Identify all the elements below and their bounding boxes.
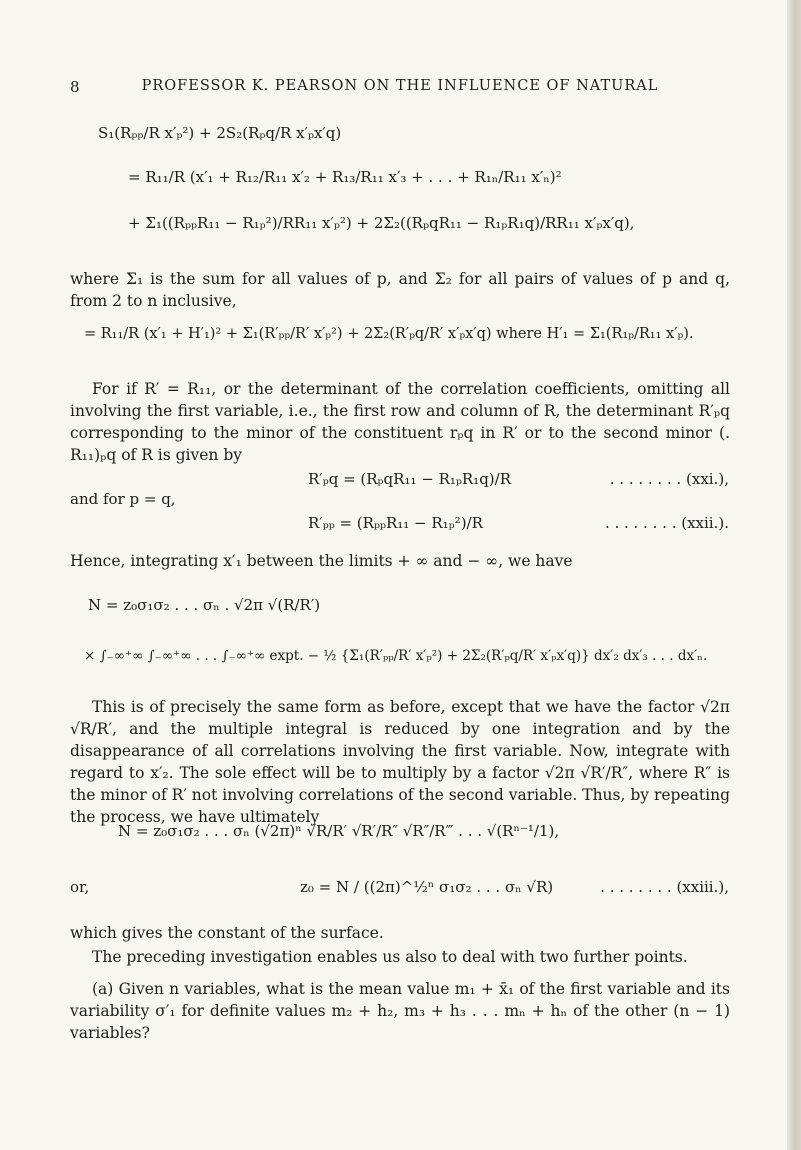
equation-number-xxii: . . . . . . . . (xxii.). xyxy=(604,514,729,532)
equation-d2: × ∫₋∞⁺∞ ∫₋∞⁺∞ . . . ∫₋∞⁺∞ expt. − ½ {Σ₁(R′ₚₚ/R′ x′ₚ²) + 2Σ₂(R′ₚq/R′ x′ₚx′q)} dx′₂ dx′₃ . . . dx′ₙ. xyxy=(84,648,708,664)
equation-a3: + Σ₁((RₚₚR₁₁ − R₁ₚ²)/RR₁₁ x′ₚ²) + 2Σ₂((RₚqR₁₁ − R₁ₚR₁q)/RR₁₁ x′ₚx′q), xyxy=(128,214,635,232)
and-for-label: and for p = q, xyxy=(70,490,176,508)
equation-xxi: R′ₚq = (RₚqR₁₁ − R₁ₚR₁q)/R xyxy=(308,470,511,488)
equation-a2: = R₁₁/R (x′₁ + R₁₂/R₁₁ x′₂ + R₁₃/R₁₁ x′₃ + . . . + R₁ₙ/R₁₁ x′ₙ)² xyxy=(128,168,562,186)
equation-a1: S₁(Rₚₚ/R x′ₚ²) + 2S₂(Rₚq/R x′ₚx′q) xyxy=(98,124,342,142)
equation-d1: N = z₀σ₁σ₂ . . . σₙ . √2π √(R/R′) xyxy=(88,596,321,614)
running-header xyxy=(70,78,730,98)
paragraph-sum-definition: where Σ₁ is the sum for all values of p, and Σ₂ for all pairs of values of p and q, from 2 to n inclusive, xyxy=(70,270,730,310)
equation-xxiii: z₀ = N / ((2π)^½ⁿ σ₁σ₂ . . . σₙ √R) xyxy=(300,878,554,896)
equation-b: = R₁₁/R (x′₁ + H′₁)² + Σ₁(R′ₚₚ/R′ x′ₚ²) + 2Σ₂(R′ₚq/R′ x′ₚx′q) where H′₁ = Σ₁(R₁ₚ/R₁₁ x′ₚ). xyxy=(84,326,694,342)
equation-number-xxiii: . . . . . . . . (xxiii.), xyxy=(600,878,729,896)
equation-number-xxi: . . . . . . . . (xxi.), xyxy=(609,470,729,488)
paragraph-constant: which gives the constant of the surface. xyxy=(70,924,384,942)
paragraph-question-a: (a) Given n variables, what is the mean value m₁ + x̄₁ of the first variable and its variability σ′₁ for definite values m₂ + h₂, m₃ + h₃ . . . mₙ + hₙ of the other (n − 1) variables? xyxy=(70,980,730,1042)
paragraph-determinant: For if R′ = R₁₁, or the determinant of the correlation coefficients, omitting all involving the first variable, i.e., the first row and column of R, the determinant R′ₚq corresponding to the minor of the constituent rₚq in R′ or to the second minor (. R₁₁)ₚq of R is given by xyxy=(70,380,730,464)
equation-xxii: R′ₚₚ = (RₚₚR₁₁ − R₁ₚ²)/R xyxy=(308,514,483,532)
page-number: 8 xyxy=(70,78,80,96)
equation-e1: N = z₀σ₁σ₂ . . . σₙ (√2π)ⁿ √R/R′ √R′/R″ √R″/R‴ . . . √(Rⁿ⁻¹/1), xyxy=(118,822,560,840)
paragraph-further-points: The preceding investigation enables us also to deal with two further points. xyxy=(92,948,688,966)
paragraph-integrating: Hence, integrating x′₁ between the limits + ∞ and − ∞, we have xyxy=(70,552,573,570)
or-label: or, xyxy=(70,878,90,896)
page-edge xyxy=(787,0,801,1150)
paragraph-same-form: This is of precisely the same form as before, except that we have the factor √2π √R/R′, and the multiple integral is reduced by one integration and by the disappearance of all correlations involving the first variable. Now, integrate with regard to x′₂. The sole effect will be to multiply by a factor √2π √R′/R″, where R″ is the minor of R′ not involving correlations of the second variable. Thus, by repeating the process, we have ultimately xyxy=(70,698,730,826)
running-title: PROFESSOR K. PEARSON ON THE INFLUENCE OF NATURAL xyxy=(141,78,659,94)
